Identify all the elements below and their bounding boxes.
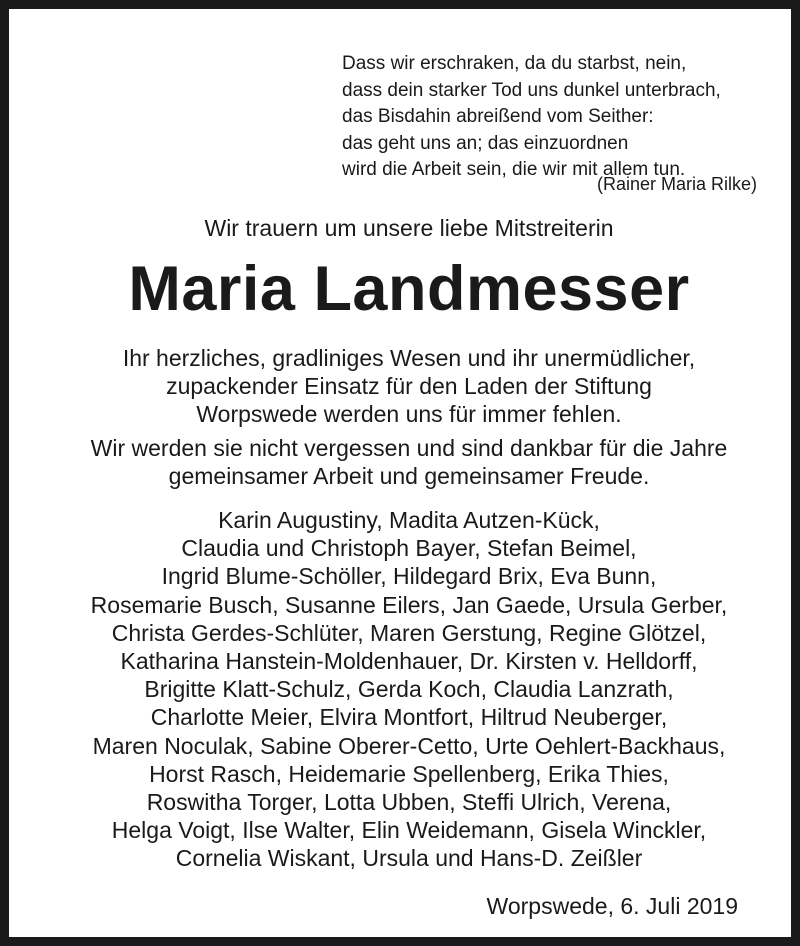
tribute-line: Ihr herzliches, gradliniges Wesen und ihr unermüdlicher, xyxy=(122,345,696,371)
gratitude-line: gemeinsamer Arbeit und gemeinsamer Freude. xyxy=(168,463,650,489)
poem-attribution: (Rainer Maria Rilke) xyxy=(596,174,757,194)
poem-line: wird die Arbeit sein, die wir mit allem tun. xyxy=(342,159,686,180)
tribute-text xyxy=(9,344,800,428)
tribute-line: zupackender Einsatz für den Laden der Stiftung xyxy=(166,373,652,399)
signer-line: Charlotte Meier, Elvira Montfort, Hiltrud Neuberger, xyxy=(150,704,668,731)
gratitude-text xyxy=(9,434,800,490)
signer-line: Horst Rasch, Heidemarie Spellenberg, Erika Thies, xyxy=(149,760,669,787)
poem-line: dass dein starker Tod uns dunkel unterbrach, xyxy=(342,79,721,101)
signer-line: Helga Voigt, Ilse Walter, Elin Weidemann, Gisela Winckler, xyxy=(111,817,707,844)
signer-line: Ingrid Blume-Schöller, Hildegard Brix, Eva Bunn, xyxy=(161,563,657,590)
gratitude-line: Wir werden sie nicht vergessen und sind dankbar für die Jahre xyxy=(90,435,728,461)
signer-line: Katharina Hanstein-Moldenhauer, Dr. Kirsten v. Helldorff, xyxy=(120,648,698,675)
signer-line: Rosemarie Busch, Susanne Eilers, Jan Gaede, Ursula Gerber, xyxy=(90,591,728,618)
signer-line: Brigitte Klatt-Schulz, Gerda Koch, Claudia Lanzrath, xyxy=(144,676,674,703)
signers-list xyxy=(9,506,800,873)
signer-line: Roswitha Torger, Lotta Ubben, Steffi Ulrich, Verena, xyxy=(146,789,672,816)
intro-line: Wir trauern um unsere liebe Mitstreiterin xyxy=(204,215,614,241)
signer-line: Cornelia Wiskant, Ursula und Hans-D. Zeißler xyxy=(175,845,643,872)
signer-line: Maren Noculak, Sabine Oberer-Cetto, Urte Oehlert-Backhaus, xyxy=(92,732,726,759)
deceased-name: Maria Landmesser xyxy=(128,254,690,324)
signer-line: Karin Augustiny, Madita Autzen-Kück, xyxy=(218,507,600,533)
tribute-line: Worpswede werden uns für immer fehlen. xyxy=(196,401,622,427)
place-and-date: Worpswede, 6. Juli 2019 xyxy=(486,893,738,919)
poem xyxy=(342,51,721,184)
signer-line: Christa Gerdes-Schlüter, Maren Gerstung, Regine Glötzel, xyxy=(111,619,707,646)
poem-line: Dass wir erschraken, da du starbst, nein, xyxy=(342,53,687,74)
poem-line: das geht uns an; das einzuordnen xyxy=(342,132,629,154)
poem-line: das Bisdahin abreißend vom Seither: xyxy=(342,106,654,127)
signer-line: Claudia und Christoph Bayer, Stefan Beimel, xyxy=(181,535,637,562)
